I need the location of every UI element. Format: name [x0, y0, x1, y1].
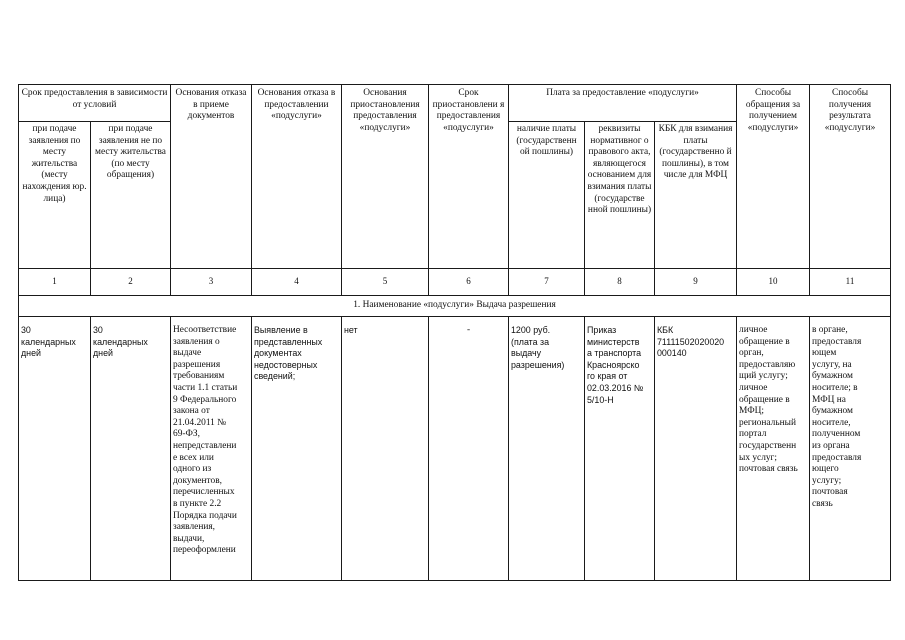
cell-priost-srok: -: [429, 317, 509, 581]
header-srok-other: при подаче заявления не по месту жительства (по месту обращения): [91, 122, 171, 269]
header-priost-osn: Основания приостановления предоставления «подуслуги»: [342, 85, 429, 269]
header-otkaz-priem: Основания отказа в приеме документов: [171, 85, 252, 269]
header-plata-group: Плата за предоставление «подуслуги»: [509, 85, 737, 122]
cell-sposob-pol: в органе, предоставля ющем услугу, на бумажном носителе; в МФЦ на бумажном носителе, полученном из органа предоставля ющего услугу; почтовая связь: [810, 317, 891, 581]
header-srok-reg: при подаче заявления по месту жительства (месту нахождения юр. лица): [19, 122, 91, 269]
header-otkaz-predost: Основания отказа в предоставлении «подуслуги»: [252, 85, 342, 269]
column-number: 4: [252, 269, 342, 296]
cell-sposob-obr: личное обращение в орган, предоставляю щий услугу; личное обращение в МФЦ; региональный портал государственн ых услуг; почтовая связь: [737, 317, 810, 581]
cell-srok-other: 30 календарных дней: [91, 317, 171, 581]
cell-srok-reg: 30 календарных дней: [19, 317, 91, 581]
column-number: 2: [91, 269, 171, 296]
cell-plata-kbk: КБК 71111502020020 000140: [655, 317, 737, 581]
column-number: 5: [342, 269, 429, 296]
cell-priost-osn: нет: [342, 317, 429, 581]
column-number: 1: [19, 269, 91, 296]
header-plata-rekvizity: реквизиты нормативног о правового акта, являющегося основанием для взимания платы (государстве нной пошлины): [585, 122, 655, 269]
column-numbers-row: [19, 269, 891, 296]
header-sposob-pol: Способы получения результата «подуслуги»: [810, 85, 891, 269]
section-row: [19, 296, 891, 317]
header-plata-nalichie: наличие платы (государственн ой пошлины): [509, 122, 585, 269]
header-row-top: [19, 85, 891, 122]
cell-otkaz-priem: Несоответствие заявления о выдаче разрешения требованиям части 1.1 статьи 9 Федерального закона от 21.04.2011 № 69-ФЗ, непредставлени e всех или одного из документов, перечисленных в пункте 2.2 Порядка подачи заявления, выдачи, переоформлени: [171, 317, 252, 581]
header-sposob-obr: Способы обращения за получением «подуслуги»: [737, 85, 810, 269]
cell-plata-nalichie: 1200 руб. (плата за выдачу разрешения): [509, 317, 585, 581]
cell-plata-rekvizity: Приказ министерств а транспорта Красноярско го края от 02.03.2016 № 5/10-Н: [585, 317, 655, 581]
column-number: 8: [585, 269, 655, 296]
column-number: 9: [655, 269, 737, 296]
services-table: [18, 84, 891, 581]
header-srok-group: Срок предоставления в зависимости от условий: [19, 85, 171, 122]
column-number: 7: [509, 269, 585, 296]
section-title: 1. Наименование «подуслуги» Выдача разрешения: [19, 296, 891, 317]
column-number: 3: [171, 269, 252, 296]
cell-otkaz-predost: Выявление в представленных документах недостоверных сведений;: [252, 317, 342, 581]
column-number: 11: [810, 269, 891, 296]
table-row: [19, 317, 891, 581]
column-number: 6: [429, 269, 509, 296]
column-number: 10: [737, 269, 810, 296]
header-priost-srok: Срок приостановлени я предоставления «подуслуги»: [429, 85, 509, 269]
header-plata-kbk: КБК для взимания платы (государственно й пошлины), в том числе для МФЦ: [655, 122, 737, 269]
